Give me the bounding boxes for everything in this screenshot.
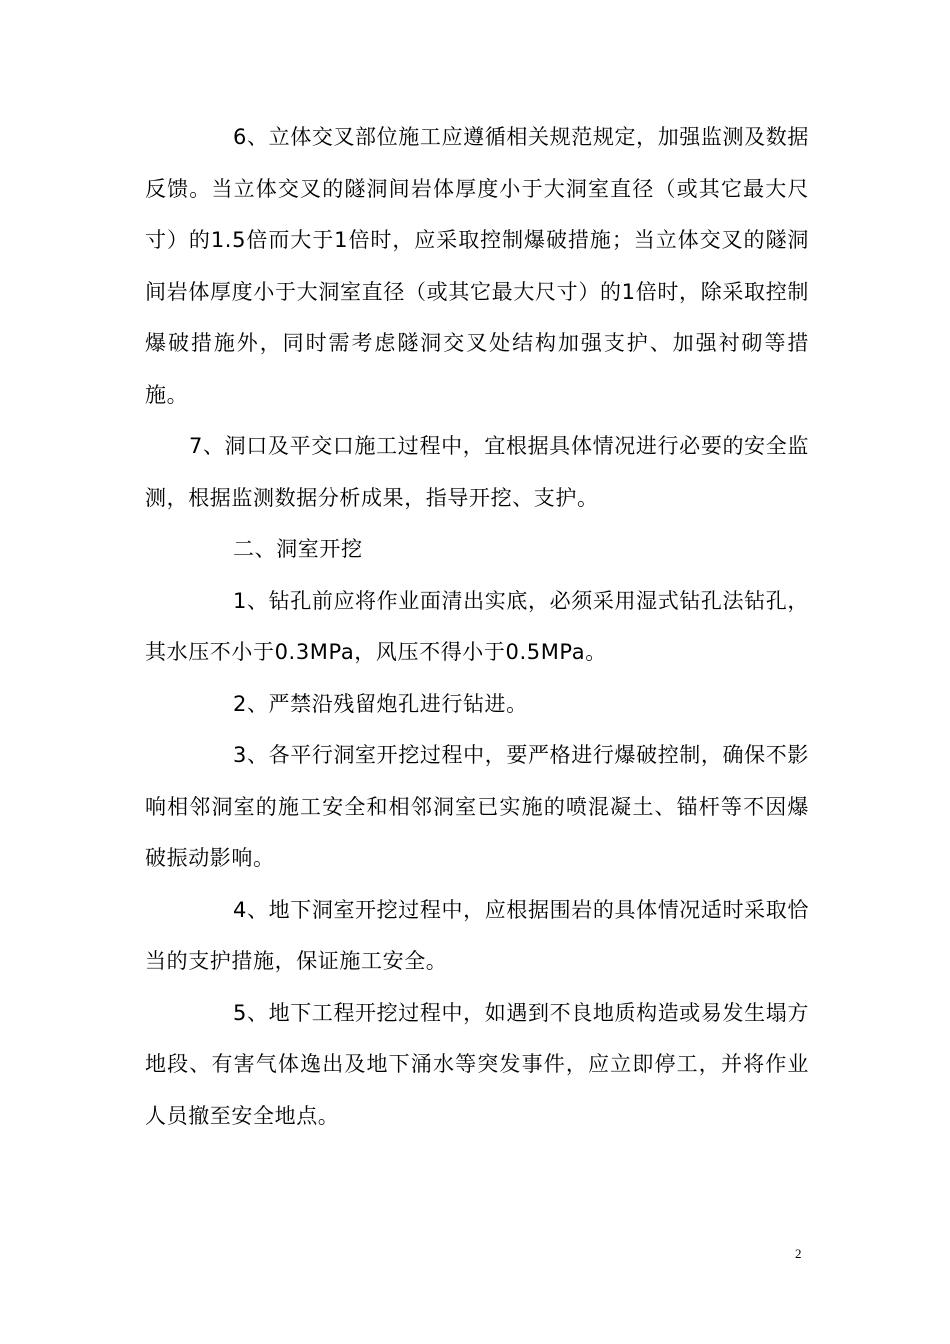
- paragraph-item-3: 3、各平行洞室开挖过程中，要严格进行爆破控制，确保不影响相邻洞室的施工安全和相邻洞室已实施的喷混凝土、锚杆等不因爆破振动影响。: [145, 743, 809, 870]
- paragraph-item-2: 2、严禁沿残留炮孔进行钻进。: [233, 691, 528, 716]
- paragraph-item-6: 6、立体交叉部位施工应遵循相关规范规定，加强监测及数据反馈。当立体交叉的隧洞间岩体厚度小于大洞室直径（或其它最大尺寸）的1.5倍而大于1倍时，应采取控制爆破措施；当立体交叉的隧洞间岩体厚度小于大洞室直径（或其它最大尺寸）的1倍时，除采取控制爆破措施外，同时需考虑隧洞交叉处结构加强支护、加强衬砌等措施。: [145, 125, 809, 407]
- page-number: 2: [795, 1246, 802, 1261]
- paragraph-item-7: 7、洞口及平交口施工过程中，宜根据具体情况进行必要的安全监测，根据监测数据分析成果，指导开挖、支护。: [145, 434, 809, 510]
- document-body: [145, 112, 809, 1142]
- paragraph-item-5: 5、地下工程开挖过程中，如遇到不良地质构造或易发生塌方地段、有害气体逸出及地下涌水等突发事件，应立即停工，并将作业人员撤至安全地点。: [145, 1000, 809, 1128]
- paragraph-item-1: 1、钻孔前应将作业面清出实底，必须采用湿式钻孔法钻孔，其水压不小于0.3MPa，风压不得小于0.5MPa。: [145, 588, 809, 664]
- paragraph-item-4: 4、地下洞室开挖过程中，应根据围岩的具体情况适时采取恰当的支护措施，保证施工安全。: [145, 897, 809, 973]
- section-heading: 二、洞室开挖: [233, 537, 363, 561]
